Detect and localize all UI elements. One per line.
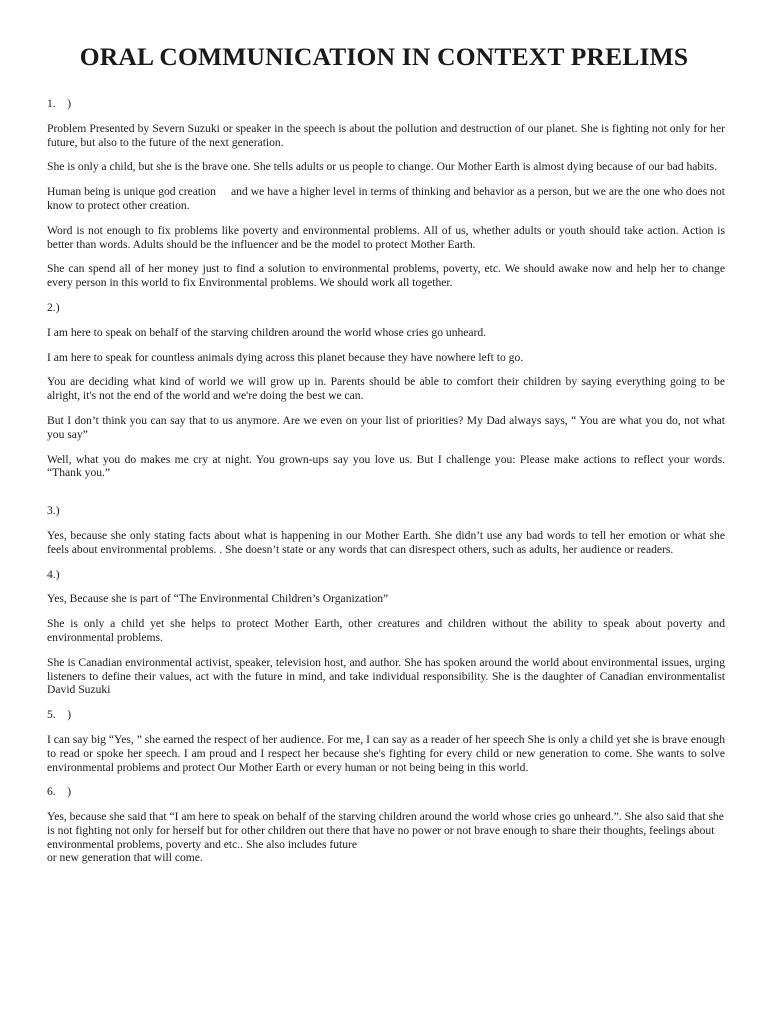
section-number: 1. )	[47, 97, 72, 110]
section-5	[47, 708, 725, 774]
section-3	[47, 504, 725, 556]
paragraph: I can say big “Yes, ” she earned the respect of her audience. For me, I can say as a reader of her speech She is only a child yet she is brave enough to read or spoke her speech. I am proud and I respect her because she's fighting for every child or new generation to come. She wants to solve environmental problems and protect Our Mother Earth or every human or not being being in this world.	[47, 732, 725, 774]
paragraph: Problem Presented by Severn Suzuki or speaker in the speech is about the pollution and destruction of our planet. She is fighting not only for her future, but also to the future of the next generation.	[47, 121, 725, 149]
spacer	[47, 491, 725, 504]
paragraph: I am here to speak for countless animals dying across this planet because they have nowhere left to go.	[47, 350, 524, 364]
paragraph: Human being is unique god creation and we have a higher level in terms of thinking and behavior as a person, but we are the one who does not know to protect other creation.	[47, 185, 728, 212]
section-6	[47, 785, 725, 865]
paragraph: I am here to speak on behalf of the starving children around the world whose cries go unheard.	[47, 325, 487, 339]
paragraph: But I don’t think you can say that to us anymore. Are we even on your list of priorities? My Dad always says, “ You are what you do, not what you say”	[47, 413, 725, 441]
section-1	[47, 97, 728, 290]
section-number: 5. )	[47, 708, 72, 722]
section-number: 3.)	[47, 504, 60, 518]
paragraph: Yes, because she only stating facts about what is happening in our Mother Earth. She didn’t use any bad words to tell her emotion or what she feels about environmental problems. . She doesn’t state or any words that can disrespect others, such as adults, her audience or readers.	[47, 528, 725, 556]
paragraph: She is only a child yet she helps to protect Mother Earth, other creatures and children without the ability to speak about poverty and environmental problems.	[47, 617, 725, 644]
paragraph: She can spend all of her money just to find a solution to environmental problems, poverty, etc. We should awake now and help her to change every person in this world to fix Environmental problems. We should work all together.	[47, 262, 725, 290]
paragraph: or new generation that will come.	[47, 851, 203, 865]
paragraph: Yes, Because she is part of “The Environmental Children’s Organization”	[47, 592, 389, 606]
paragraph: Yes, because she said that “I am here to speak on behalf of the starving children around the world whose cries go unheard.”. She also said that she is not fighting not only for herself but for other children out there that have no power or not brave enough to share their thoughts, feelings about environmental problems, poverty and etc.. She also includes future	[47, 810, 724, 851]
paragraph: She is Canadian environmental activist, speaker, television host, and author. She has spoken around the world about environmental issues, urging listeners to define their values, act with the future in mind, and take individual responsibility. She is the daughter of Canadian environmentalist David Suzuki	[47, 655, 725, 697]
section-number: 4.)	[47, 567, 60, 581]
document-body	[47, 97, 728, 876]
section-number: 2.)	[47, 300, 60, 314]
document-title: ORAL COMMUNICATION IN CONTEXT PRELIMS	[79, 42, 689, 71]
section-number: 6. )	[47, 785, 72, 799]
paragraph: She is only a child, but she is the brave one. She tells adults or us people to change. Our Mother Earth is almost dying because of our bad habits.	[47, 160, 718, 174]
paragraph: Well, what you do makes me cry at night. You grown-ups say you love us. But I challenge you: Please make actions to reflect your words. “Thank you.”	[47, 452, 725, 480]
paragraph: You are deciding what kind of world we will grow up in. Parents should be able to comfort their children by saying everything going to be alright, it's not the end of the world and we're doing the best we can.	[47, 375, 725, 403]
paragraph: Word is not enough to fix problems like poverty and environmental problems. All of us, whether adults or youth should take action. Action is better than words. Adults should be the influencer and be the model to protect Mother Earth.	[47, 223, 725, 251]
section-2	[47, 301, 725, 480]
section-4	[47, 568, 725, 698]
